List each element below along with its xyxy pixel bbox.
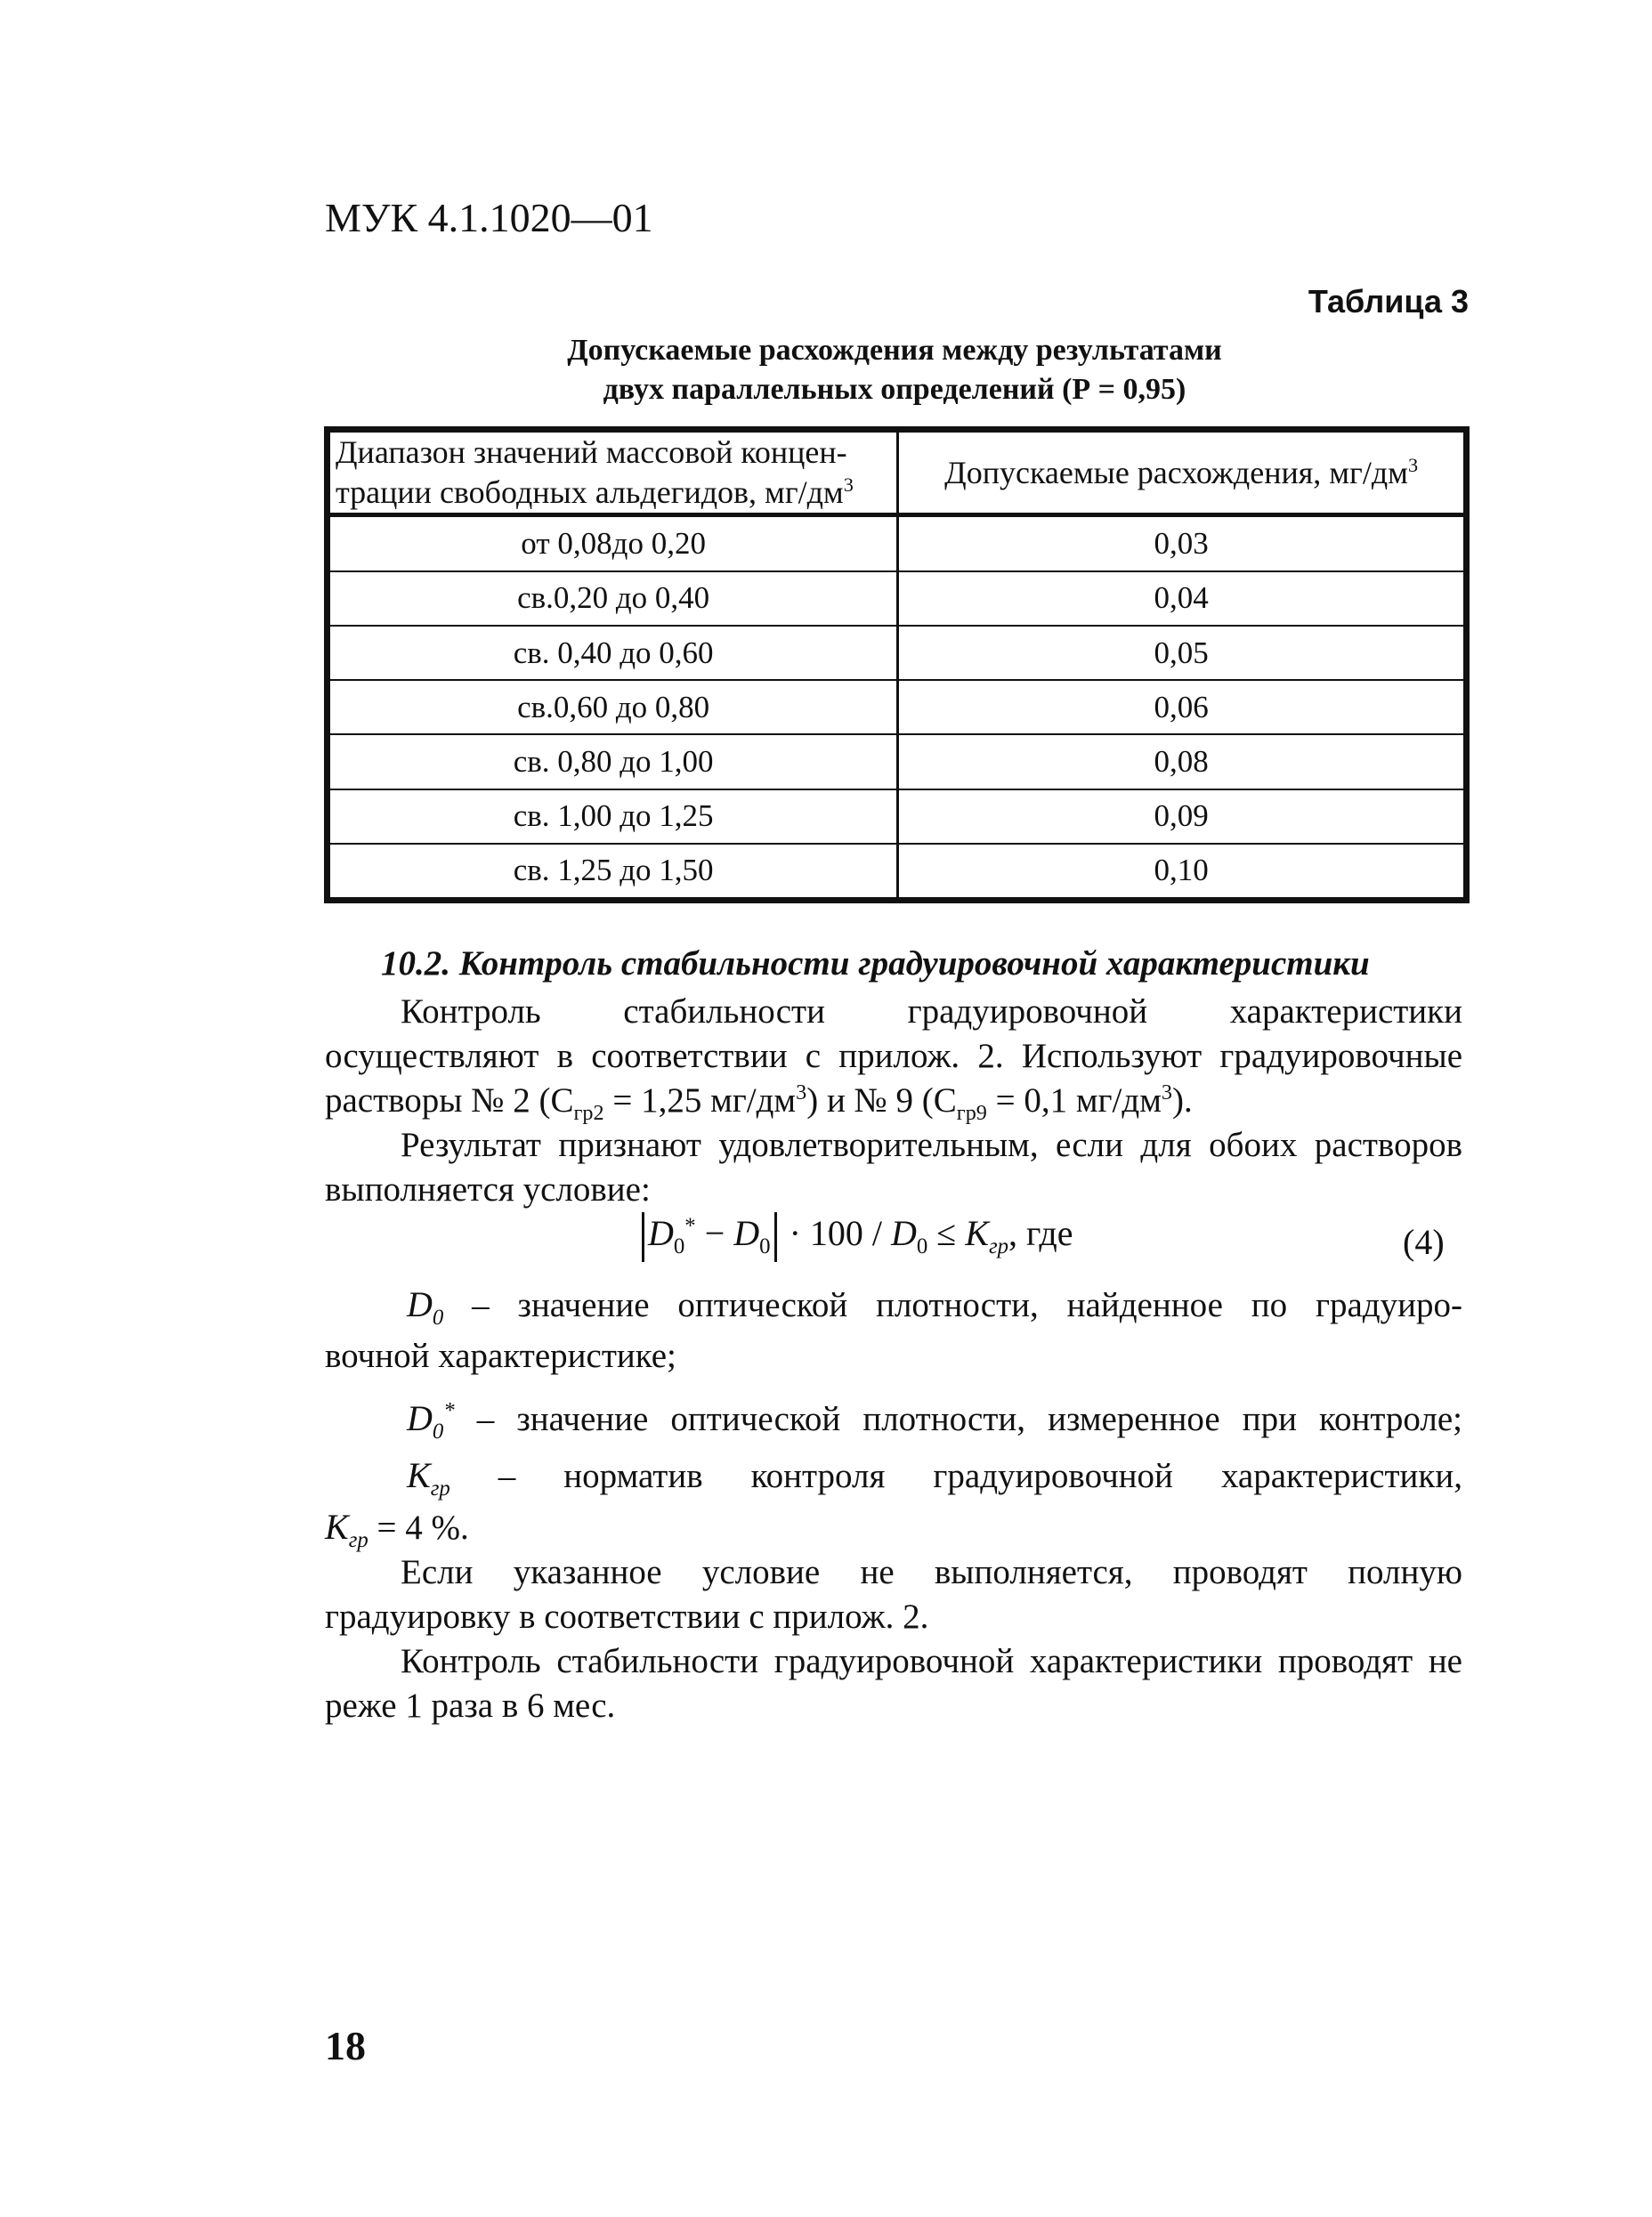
- formula: [638, 1212, 1073, 1262]
- subscript: гр2: [573, 1100, 604, 1125]
- formula-subscript: 0: [673, 1234, 685, 1259]
- definition-kgr: [325, 1452, 1462, 1500]
- definition-text: – норматив контроля градуировочной характеристики,: [449, 1457, 1462, 1495]
- table-title-line-1: Допускаемые расхождения между результатами: [567, 334, 1222, 367]
- symbol-subscript: гр: [348, 1528, 368, 1552]
- symbol-kgr: [325, 1507, 368, 1552]
- table-row: [329, 844, 1464, 898]
- paragraph-text: ).: [1172, 1081, 1193, 1120]
- definition-text: – значение оптической плотности, измеренное при контроле;: [454, 1400, 1462, 1438]
- column-header-range: [329, 432, 898, 515]
- range-cell: св. 0,80 до 1,00: [329, 734, 898, 789]
- formula-superscript: *: [684, 1213, 696, 1238]
- tolerance-cell: 0,04: [898, 571, 1464, 626]
- symbol-letter: K: [325, 1507, 349, 1547]
- tolerance-cell: 0,08: [898, 734, 1464, 789]
- document-code: МУК 4.1.1020—01: [325, 195, 653, 240]
- paragraph-text: = 1,25 мг/дм: [603, 1081, 797, 1120]
- symbol-letter: D: [407, 1398, 433, 1438]
- table-row: [329, 515, 1464, 571]
- symbol-subscript: 0: [432, 1306, 444, 1330]
- formula-operator: · 100 /: [780, 1213, 891, 1254]
- table-row: [329, 789, 1464, 844]
- column-header-tolerance-label: Допускаемые расхождения, мг/дм: [944, 454, 1408, 490]
- section-heading: 10.2. Контроль стабильности градуировочной характеристики: [381, 944, 1370, 983]
- formula-symbol: D: [733, 1213, 760, 1254]
- tolerance-cell: 0,06: [898, 680, 1464, 734]
- symbol-letter: D: [407, 1284, 433, 1324]
- definition-d0: [325, 1282, 1462, 1329]
- paragraph-text: Контроль стабильности градуировочной характеристики проводят не реже 1 раза в 6 мес.: [325, 1642, 1462, 1725]
- paragraph-text: Если указанное условие не выполняется, проводят полную градуировку в соответствии с прилож. 2.: [325, 1553, 1462, 1636]
- definition-d0-star: [325, 1396, 1462, 1443]
- table-title-line-2: двух параллельных определений (Р = 0,95): [603, 373, 1186, 406]
- unit-exponent: 3: [1407, 453, 1419, 476]
- table-row: [329, 626, 1464, 680]
- subscript: гр9: [956, 1100, 987, 1125]
- formula-operator: −: [695, 1213, 734, 1254]
- tolerance-cell: 0,03: [898, 515, 1464, 571]
- formula-tail: , где: [1008, 1213, 1073, 1254]
- definition-kgr-value: [325, 1504, 1462, 1551]
- formula-subscript: 0: [759, 1234, 771, 1259]
- table-row: [329, 571, 1464, 626]
- formula-symbol: D: [648, 1213, 674, 1254]
- table-number: Таблица 3: [1308, 283, 1469, 320]
- range-cell: св.0,20 до 0,40: [329, 571, 898, 626]
- page-number: 18: [325, 2023, 366, 2068]
- formula-symbol: K: [965, 1213, 989, 1254]
- definition-text: = 4 %.: [368, 1509, 469, 1547]
- column-header-range-line-1: Диапазон значений массовой концен-: [336, 434, 847, 470]
- paragraph-text: = 0,1 мг/дм: [986, 1081, 1162, 1120]
- symbol-d0: [407, 1282, 443, 1328]
- range-cell: св. 1,25 до 1,50: [329, 844, 898, 898]
- abs-bar-right: [774, 1212, 777, 1262]
- superscript: 3: [1161, 1080, 1172, 1104]
- paragraph-text: Результат признают удовлетворительным, если для обоих растворов выполняется условие:: [325, 1126, 1462, 1209]
- range-cell: св. 0,40 до 0,60: [329, 626, 898, 680]
- definition-text: – значение оптической плотности, найденное по градуиро-: [443, 1286, 1462, 1324]
- superscript: 3: [796, 1080, 807, 1104]
- range-cell: от 0,08до 0,20: [329, 515, 898, 571]
- tolerance-cell: 0,05: [898, 626, 1464, 680]
- symbol-letter: K: [407, 1455, 431, 1495]
- paragraph-result: [325, 1123, 1462, 1212]
- formula-symbol: D: [891, 1213, 917, 1254]
- tolerance-cell: 0,10: [898, 844, 1464, 898]
- paragraph-period: [325, 1639, 1462, 1728]
- paragraph-control: [325, 990, 1462, 1123]
- table-row: [329, 680, 1464, 734]
- formula-number: (4): [1403, 1222, 1445, 1262]
- unit-exponent: 3: [843, 473, 854, 496]
- symbol-subscript: гр: [430, 1477, 450, 1501]
- column-header-range-line-2: трации свободных альдегидов, мг/дм: [336, 474, 844, 510]
- formula-subscript: 0: [916, 1234, 928, 1259]
- paragraph-text: Контроль стабильности градуировочной характеристики осуществляют в соответствии с прилож. 2. Используют градуировочные растворы № 2 (С: [325, 992, 1462, 1120]
- symbol-kgr: [407, 1452, 450, 1499]
- definition-d0-continuation: вочной характеристике;: [325, 1337, 676, 1375]
- tolerance-cell: 0,09: [898, 789, 1464, 844]
- symbol-subscript: 0: [432, 1420, 444, 1444]
- formula-operator: ≤: [927, 1213, 966, 1254]
- paragraph-text: ) и № 9 (С: [806, 1081, 957, 1120]
- table-title: [329, 331, 1460, 409]
- formula-subscript: гр: [988, 1234, 1009, 1259]
- range-cell: св.0,60 до 0,80: [329, 680, 898, 734]
- tolerance-table: [324, 426, 1470, 903]
- symbol-superscript: *: [443, 1398, 455, 1423]
- table-row: [329, 734, 1464, 789]
- column-header-tolerance: [898, 432, 1464, 515]
- abs-bar-left: [642, 1212, 644, 1262]
- paragraph-else: [325, 1550, 1462, 1639]
- range-cell: св. 1,00 до 1,25: [329, 789, 898, 844]
- symbol-d0-star: [407, 1396, 455, 1442]
